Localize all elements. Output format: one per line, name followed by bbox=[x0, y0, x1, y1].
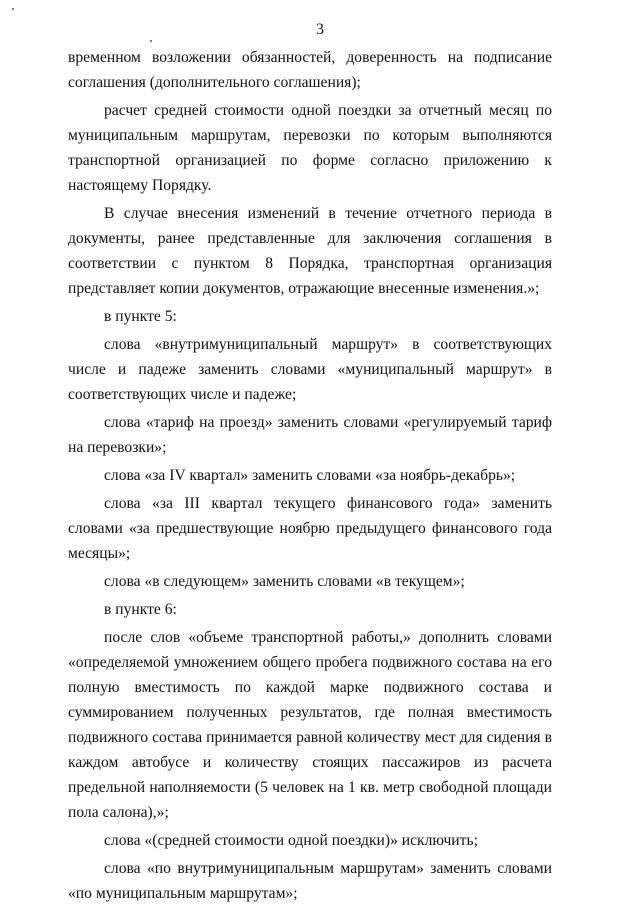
scan-speck bbox=[12, 8, 14, 10]
paragraph: слова «за IV квартал» заменить словами «за ноябрь-декабрь»; bbox=[104, 467, 516, 484]
paragraph: временном возложении обязанностей, доверенность на подписание соглашения (дополнительного соглашения); bbox=[68, 49, 552, 91]
paragraph: расчет средней стоимости одной поездки за отчетный месяц по муниципальным маршрутам, перевозки по которым выполняются транспортной организацией по форме согласно приложению к настоящему Порядку. bbox=[68, 102, 552, 194]
document-body bbox=[68, 45, 552, 909]
paragraph: В случае внесения изменений в течение отчетного периода в документы, ранее представленные для заключения соглашения в соответствии с пунктом 8 Порядка, транспортная организация представляет копии документов, отражающие внесенные изменения.»; bbox=[68, 205, 552, 297]
paragraph: слова «внутримуниципальный маршрут» в соответствующих числе и падеже заменить словами «муниципальный маршрут» в соответствующих числе и падеже; bbox=[68, 336, 552, 403]
scan-speck bbox=[150, 40, 152, 42]
paragraph: после слов «объеме транспортной работы,» дополнить словами «определяемой умножением общего пробега подвижного состава на его полную вместимость по каждой марке подвижного состава и суммированием полученных результатов, где полная вместимость подвижного состава принимается равной количеству мест для сидения в каждом автобусе и количеству стоящих пассажиров из расчета предельной наполняемости (5 человек на 1 кв. метр свободной площади пола салона),»; bbox=[68, 629, 552, 821]
paragraph: в пункте 6: bbox=[104, 601, 177, 618]
paragraph: слова «тариф на проезд» заменить словами «регулируемый тариф на перевозки»; bbox=[68, 414, 552, 456]
paragraph: слова «по внутримуниципальным маршрутам» заменить словами «по муниципальным маршрутам»; bbox=[68, 860, 552, 902]
paragraph: слова «за III квартал текущего финансового года» заменить словами «за предшествующие ноябрю предыдущего финансового года месяцы»; bbox=[68, 495, 552, 562]
paragraph: в пункте 5: bbox=[104, 308, 177, 325]
paragraph: слова «(средней стоимости одной поездки)» исключить; bbox=[104, 832, 478, 849]
page-number: 3 bbox=[316, 21, 324, 38]
paragraph: слова «в следующем» заменить словами «в текущем»; bbox=[104, 573, 465, 590]
